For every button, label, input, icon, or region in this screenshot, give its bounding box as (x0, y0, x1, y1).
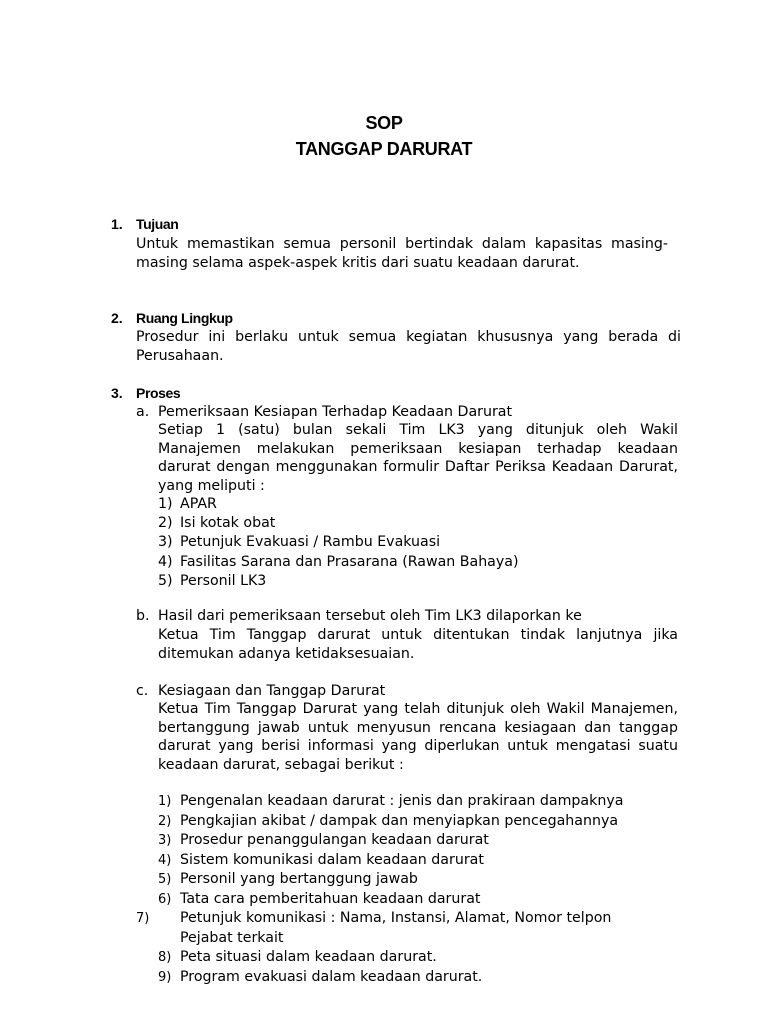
list-item: 5) Personil yang bertanggung jawab (158, 871, 418, 887)
subsection-c-list (136, 792, 650, 987)
document-title: SOP (365, 113, 403, 133)
subsection-c-letter: c. (136, 683, 149, 699)
list-item: 3) Petunjuk Evakuasi / Rambu Evakuasi (158, 534, 441, 551)
subsection-a-letter: a. (136, 404, 150, 420)
subsection-c-title: Kesiagaan dan Tanggap Darurat (158, 683, 386, 699)
list-item: 2) Isi kotak obat (158, 515, 276, 532)
document-subtitle: TANGGAP DARURAT (295, 139, 473, 159)
subsection-a-title: Pemeriksaan Kesiapan Terhadap Keadaan Darurat (158, 404, 513, 420)
section-3-number: 3. (111, 385, 123, 401)
subsection-b-body: Ketua Tim Tanggap darurat untuk ditentukan tindak lanjutnya jika ditemukan adanya ketidaksesuaian. (158, 627, 678, 662)
section-1-number: 1. (111, 216, 123, 232)
subsection-c-body: Ketua Tim Tanggap Darurat yang telah ditunjuk oleh Wakil Manajemen, bertanggung jawab untuk menyusun rencana kesiagaan dan tanggap darurat yang berisi informasi yang diperlukan untuk mengatasi suatu keadaan darurat, sebagai berikut : (158, 701, 678, 773)
list-item: 9) Program evakuasi dalam keadaan darurat. (158, 968, 483, 985)
list-item: 2) Pengkajian akibat / dampak dan menyiapkan pencegahannya (158, 812, 619, 829)
section-2-body: Prosedur ini berlaku untuk semua kegiatan khususnya yang berada di Perusahaan. (136, 329, 681, 364)
list-item: 1) Pengenalan keadaan darurat : jenis dan prakiraan dampaknya (158, 793, 624, 809)
list-item: 5) Personil LK3 (158, 572, 267, 589)
list-item: 7) Petunjuk komunikasi : Nama, Instansi, Alamat, Nomor telpon Pejabat terkait (136, 910, 612, 946)
subsection-a-list (158, 495, 519, 591)
subsection-b-title: Hasil dari pemeriksaan tersebut oleh Tim LK3 dilaporkan ke (158, 608, 582, 624)
section-2-heading: Ruang Lingkup (136, 310, 233, 326)
section-1-heading: Tujuan (136, 216, 179, 232)
list-item: 4) Fasilitas Sarana dan Prasarana (Rawan Bahaya) (158, 553, 519, 570)
section-1-body: Untuk memastikan semua personil bertindak dalam kapasitas masing-masing selama aspek-aspek kritis dari suatu keadaan darurat. (136, 236, 668, 271)
list-item: 3) Prosedur penanggulangan keadaan darurat (158, 832, 489, 848)
list-item: 6) Tata cara pemberitahuan keadaan darurat (158, 890, 481, 907)
section-2-number: 2. (111, 310, 123, 326)
subsection-a-body: Setiap 1 (satu) bulan sekali Tim LK3 yang ditunjuk oleh Wakil Manajemen melakukan pemeriksaan kesiapan terhadap keadaan darurat dengan menggunakan formulir Daftar Periksa Keadaan Darurat, yang meliputi : (158, 422, 678, 494)
list-item: 8) Peta situasi dalam keadaan darurat. (158, 949, 437, 965)
list-item: 1) APAR (158, 496, 217, 512)
list-item: 4) Sistem komunikasi dalam keadaan darurat (158, 851, 484, 868)
section-3-heading: Proses (136, 385, 181, 401)
subsection-b-letter: b. (136, 608, 150, 624)
